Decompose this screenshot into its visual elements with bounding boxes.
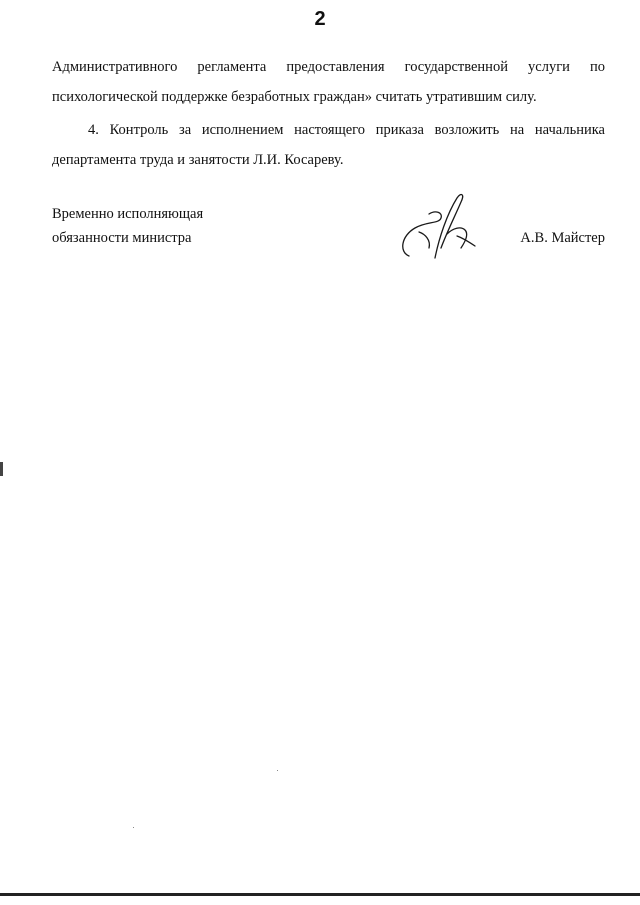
paragraph-line: психологической поддержке безработных граждан» считать утратившим силу. (52, 89, 537, 105)
signer-name: А.В. Майстер (520, 230, 605, 246)
signatory-position-line: Временно исполняющая (52, 206, 204, 222)
paragraph-regulation-repeal (52, 52, 605, 112)
paragraph-line: Административного регламента предоставления государственной услуги по (52, 59, 605, 75)
scan-bottom-edge (0, 893, 640, 896)
scan-speck (277, 770, 278, 771)
scan-speck (133, 827, 134, 828)
signatory-position-line: обязанности министра (52, 230, 192, 246)
paragraph-line: 4. Контроль за исполнением настоящего приказа возложить на начальника (88, 122, 605, 138)
scan-artifact (0, 462, 3, 476)
paragraph-control-clause (52, 115, 605, 175)
handwritten-signature-icon (395, 188, 480, 260)
page-number: 2 (314, 8, 326, 30)
signatory-position (52, 202, 203, 250)
paragraph-line: департамента труда и занятости Л.И. Косареву. (52, 152, 344, 168)
